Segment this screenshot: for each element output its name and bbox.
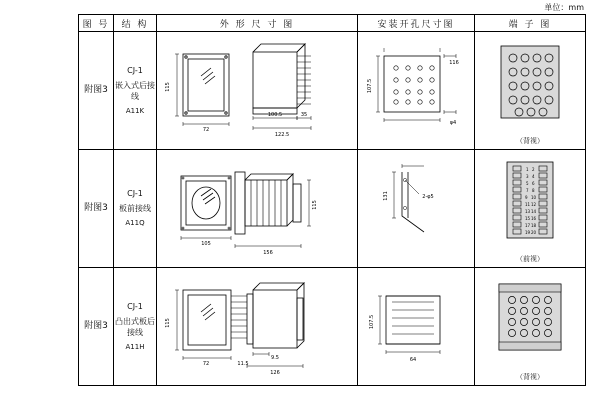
- svg-text:1: 1: [526, 167, 529, 172]
- svg-text:35: 35: [300, 112, 308, 118]
- svg-text:11: 11: [525, 202, 531, 207]
- svg-text:122.5: 122.5: [274, 132, 290, 138]
- outline-drawing-2: [157, 150, 357, 267]
- svg-text:107.5: 107.5: [369, 314, 375, 330]
- structure-block: [114, 65, 156, 117]
- structure-model: CJ-1: [127, 189, 143, 198]
- column-header-drawing-no: 图 号: [79, 15, 114, 32]
- unit-note: 单位：mm: [544, 3, 584, 12]
- svg-text:6: 6: [532, 181, 535, 186]
- terminal-drawing-1: [475, 32, 585, 149]
- svg-text:13: 13: [525, 209, 531, 214]
- terminal-svg-2: [475, 150, 585, 254]
- cell-outline-drawing: [157, 32, 358, 150]
- column-header-structure: 结 构: [114, 15, 157, 32]
- terminal-drawing-2: [475, 150, 585, 267]
- table-body: [79, 32, 586, 386]
- cell-outline-drawing: [157, 150, 358, 268]
- column-header-terminal: 端 子 图: [475, 15, 586, 32]
- cell-mounting-drawing: [358, 32, 475, 150]
- svg-text:12: 12: [531, 202, 537, 207]
- svg-text:72: 72: [202, 127, 210, 133]
- svg-text:17: 17: [525, 223, 531, 228]
- cell-drawing-no: [79, 150, 114, 268]
- svg-text:10: 10: [531, 195, 537, 200]
- drawing-no-label: 附图3: [84, 321, 108, 331]
- terminal-view-caption: （背视）: [516, 137, 544, 145]
- column-header-mounting: 安装开孔尺寸图: [358, 15, 475, 32]
- outline-svg-2: [157, 150, 357, 266]
- structure-text: 板前接线: [119, 204, 151, 213]
- svg-text:19: 19: [525, 230, 531, 235]
- svg-text:116: 116: [449, 60, 459, 66]
- cell-structure: [114, 32, 157, 150]
- drawing-no-label: 附图3: [84, 203, 108, 213]
- svg-text:2-φ5: 2-φ5: [422, 194, 434, 200]
- svg-text:16: 16: [531, 216, 537, 221]
- mounting-drawing-3: [358, 268, 474, 385]
- structure-block: [114, 188, 156, 229]
- structure-code: A11K: [125, 106, 145, 115]
- structure-text: 嵌入式后接线: [115, 80, 155, 101]
- structure-model: CJ-1: [127, 65, 143, 75]
- table-row: [79, 268, 586, 386]
- specification-table: [78, 14, 586, 386]
- svg-text:4: 4: [532, 174, 535, 179]
- structure-block: [114, 301, 156, 353]
- table-header: [79, 15, 586, 32]
- structure-text: 凸出式板后接线: [115, 316, 155, 337]
- svg-text:9.5: 9.5: [271, 355, 279, 361]
- svg-text:72: 72: [202, 361, 210, 367]
- outline-svg-3: [157, 268, 357, 384]
- svg-text:107.5: 107.5: [367, 78, 373, 94]
- structure-code: A11Q: [125, 219, 145, 227]
- cell-drawing-no: [79, 32, 114, 150]
- svg-text:131: 131: [383, 191, 389, 201]
- cell-drawing-no: [79, 268, 114, 386]
- svg-text:156: 156: [263, 250, 273, 256]
- structure-code: A11H: [125, 342, 145, 351]
- table-row: [79, 150, 586, 268]
- mounting-svg-1: [358, 32, 474, 148]
- outline-drawing-1: [157, 32, 357, 149]
- svg-text:2: 2: [532, 167, 535, 172]
- cell-terminal-drawing: [475, 32, 586, 150]
- terminal-view-caption: （背视）: [516, 373, 544, 381]
- column-header-outline: 外 形 尺 寸 图: [157, 15, 358, 32]
- mounting-svg-3: [358, 268, 474, 384]
- svg-text:115: 115: [165, 318, 171, 328]
- svg-text:φ4: φ4: [449, 120, 457, 126]
- cell-mounting-drawing: [358, 150, 475, 268]
- table-header-row: [79, 15, 586, 32]
- svg-text:5: 5: [526, 181, 529, 186]
- svg-text:115: 115: [312, 200, 318, 210]
- svg-text:11.5: 11.5: [237, 361, 249, 367]
- mounting-svg-2: [358, 150, 474, 266]
- svg-text:3: 3: [526, 174, 529, 179]
- outline-svg-1: [157, 32, 357, 148]
- svg-text:64: 64: [409, 357, 417, 363]
- drawing-no-label: 附图3: [84, 85, 108, 95]
- svg-text:8: 8: [532, 188, 535, 193]
- svg-text:14: 14: [531, 209, 537, 214]
- svg-text:15: 15: [525, 216, 531, 221]
- cell-outline-drawing: [157, 268, 358, 386]
- svg-text:105: 105: [201, 241, 211, 247]
- svg-text:100.5: 100.5: [267, 112, 283, 118]
- terminal-view-caption: （前视）: [516, 255, 544, 263]
- cell-structure: [114, 150, 157, 268]
- terminal-drawing-3: [475, 268, 585, 385]
- table-row: [79, 32, 586, 150]
- terminal-svg-1: [475, 32, 585, 136]
- svg-text:18: 18: [531, 223, 537, 228]
- mounting-drawing-2: [358, 150, 474, 267]
- cell-terminal-drawing: [475, 268, 586, 386]
- mounting-drawing-1: [358, 32, 474, 149]
- svg-text:126: 126: [270, 370, 280, 376]
- svg-text:20: 20: [531, 230, 537, 235]
- structure-model: CJ-1: [127, 301, 143, 311]
- cell-structure: [114, 268, 157, 386]
- svg-text:7: 7: [526, 188, 529, 193]
- terminal-svg-3: [475, 268, 585, 372]
- cell-mounting-drawing: [358, 268, 475, 386]
- svg-text:115: 115: [165, 82, 171, 92]
- cell-terminal-drawing: [475, 150, 586, 268]
- svg-text:9: 9: [525, 195, 528, 200]
- outline-drawing-3: [157, 268, 357, 385]
